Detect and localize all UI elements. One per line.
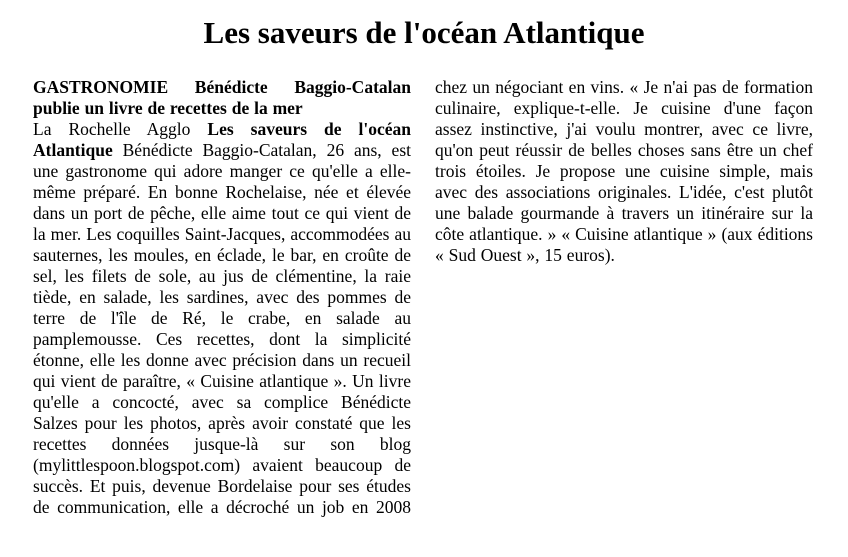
- article-columns: [33, 77, 813, 518]
- article-title: Les saveurs de l'océan Atlantique: [203, 15, 645, 50]
- article-body: [33, 77, 813, 518]
- article-lede: [33, 77, 411, 119]
- text-segment: Les saveurs de l'océan Atlantique: [33, 119, 411, 160]
- text-segment: La Rochelle Agglo: [33, 119, 208, 139]
- text-segment: Bénédicte Baggio-Catalan, 26 ans, est une gastronome qui adore manger ce qu'elle a elle-même préparé. En bonne Rochelaise, née et élevée dans un port de pêche, elle aime tout ce qui vient de la mer. Les coquilles Saint-Jacques, accommodées au sauternes, les moules, en éclade, le bar, en croûte de sel, les filets de sole, au jus de clémentine, la raie tiède, en salade, les sardines, avec des pommes de terre de l'île de Ré, le crabe, en salade au pamplemousse. Ces recettes, dont la simplicité étonne, elle les donne avec précision dans un recueil qui vient de paraître, « Cuisine atlantique ». Un livre qu'elle a concocté, avec sa complice Bénédicte Salzes pour les photos, après avoir constaté que les recettes données jusque-là sur son blog (mylittlespoon.blogspot.com) avaient beaucoup de succès. Et puis, devenue Bordelaise pour ses études de communication, elle a décroché un job en 2008 chez un négociant en vins. « Je n'ai pas de formation culinaire, explique-t-elle. Je cuisine d'une façon assez instinctive, j'ai voulu montrer, avec ce livre, qu'on peut réussir de belles choses sans être un chef trois étoiles. Je propose une cuisine simple, mais avec des associations originales. L'idée, c'est plutôt une balade gourmande à travers un itinéraire sur la côte atlantique. » « Cuisine atlantique » (aux éditions « Sud Ouest », 15 euros).: [33, 77, 813, 517]
- text-segment: GASTRONOMIE Bénédicte Baggio-Catalan publie un livre de recettes de la mer: [33, 77, 411, 118]
